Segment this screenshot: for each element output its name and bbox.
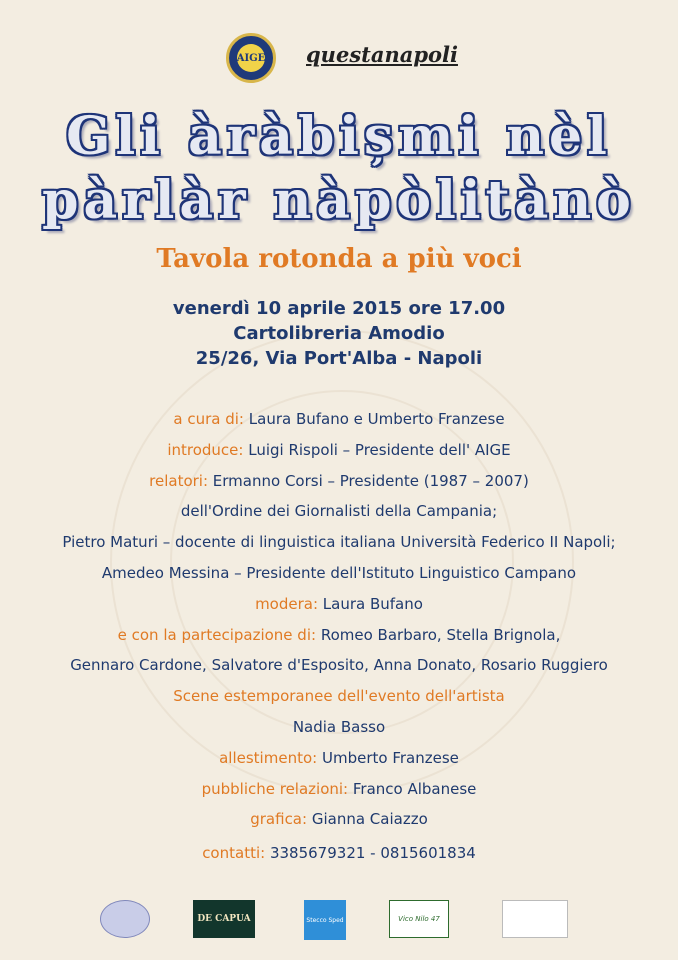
- credit-row-introduce: [0, 435, 678, 466]
- credit-row-cura: [0, 404, 678, 435]
- sponsor-stecco-title: Stecco Sped: [306, 916, 344, 924]
- event-venue: Cartolibreria Amodio: [233, 323, 445, 344]
- credit-label: pubbliche relazioni:: [201, 779, 349, 798]
- credit-value: Laura Bufano e Umberto Franzese: [248, 410, 505, 428]
- credit-row-relatori-4: Amedeo Messina – Presidente dell'Istituto Linguistico Campano: [101, 563, 577, 582]
- credit-row-allestimento: [0, 743, 678, 774]
- credit-value: Laura Bufano: [322, 594, 423, 613]
- credit-value: Gianna Caiazzo: [311, 810, 428, 829]
- credit-row-partecipazione: [0, 620, 678, 651]
- credit-value: Umberto Franzese: [321, 748, 459, 767]
- event-address: 25/26, Via Port'Alba - Napoli: [195, 348, 483, 369]
- credit-row-relatori: [0, 466, 678, 497]
- sponsor-logo-5: [502, 900, 568, 938]
- contacts: [0, 844, 678, 862]
- credit-value: Romeo Barbaro, Stella Brignola,: [320, 625, 561, 644]
- credit-value: Franco Albanese: [352, 779, 477, 798]
- credit-value: Luigi Rispoli – Presidente dell' AIGE: [248, 440, 511, 459]
- event-info: [0, 296, 678, 371]
- credit-label: grafica:: [250, 810, 308, 829]
- sponsor-vico-logo: Vico Nilo 47: [389, 900, 449, 938]
- sponsor-decapua-logo: DE CAPUA: [193, 900, 255, 938]
- contacts-label: contatti:: [202, 844, 266, 862]
- credit-row-scene: Scene estemporanee dell'evento dell'artista: [173, 687, 505, 706]
- credit-row-relatori-2: dell'Ordine dei Giornalisti della Campania;: [180, 502, 498, 521]
- credits: [0, 404, 678, 835]
- aige-logo: [226, 33, 276, 83]
- subtitle: Tavola rotonda a più voci: [156, 244, 522, 274]
- credit-row-grafica: [0, 804, 678, 835]
- contacts-value: 3385679321 - 0815601834: [269, 844, 476, 862]
- credit-label: relatori:: [149, 471, 209, 490]
- credit-label: modera:: [255, 594, 319, 613]
- title-line-1: Gli àràbișmi nèl: [66, 106, 612, 167]
- credit-label: a cura di:: [173, 410, 244, 428]
- sponsor-logo-1: [100, 900, 150, 938]
- credit-label: allestimento:: [219, 748, 318, 767]
- aige-logo-text: AIGE: [237, 44, 265, 72]
- credit-row-modera: [0, 589, 678, 620]
- credit-row-relazioni: [0, 774, 678, 805]
- credit-label: e con la partecipazione di:: [117, 625, 317, 644]
- credit-label: introduce:: [167, 440, 244, 459]
- credit-value: Ermanno Corsi – Presidente (1987 – 2007): [212, 471, 529, 490]
- credit-row-relatori-3: Pietro Maturi – docente di linguistica italiana Università Federico II Napoli;: [62, 533, 616, 552]
- sponsor-stecco-logo: [304, 900, 346, 940]
- credit-row-partecipazione-2: Gennaro Cardone, Salvatore d'Esposito, Anna Donato, Rosario Ruggiero: [70, 656, 608, 675]
- event-date: venerdì 10 aprile 2015 ore 17.00: [172, 298, 506, 319]
- questanapoli-logo: questanapoli: [306, 42, 458, 67]
- title-line-2: pàrlàr nàpòlitànò: [42, 170, 636, 231]
- credit-row-artist: Nadia Basso: [292, 717, 386, 736]
